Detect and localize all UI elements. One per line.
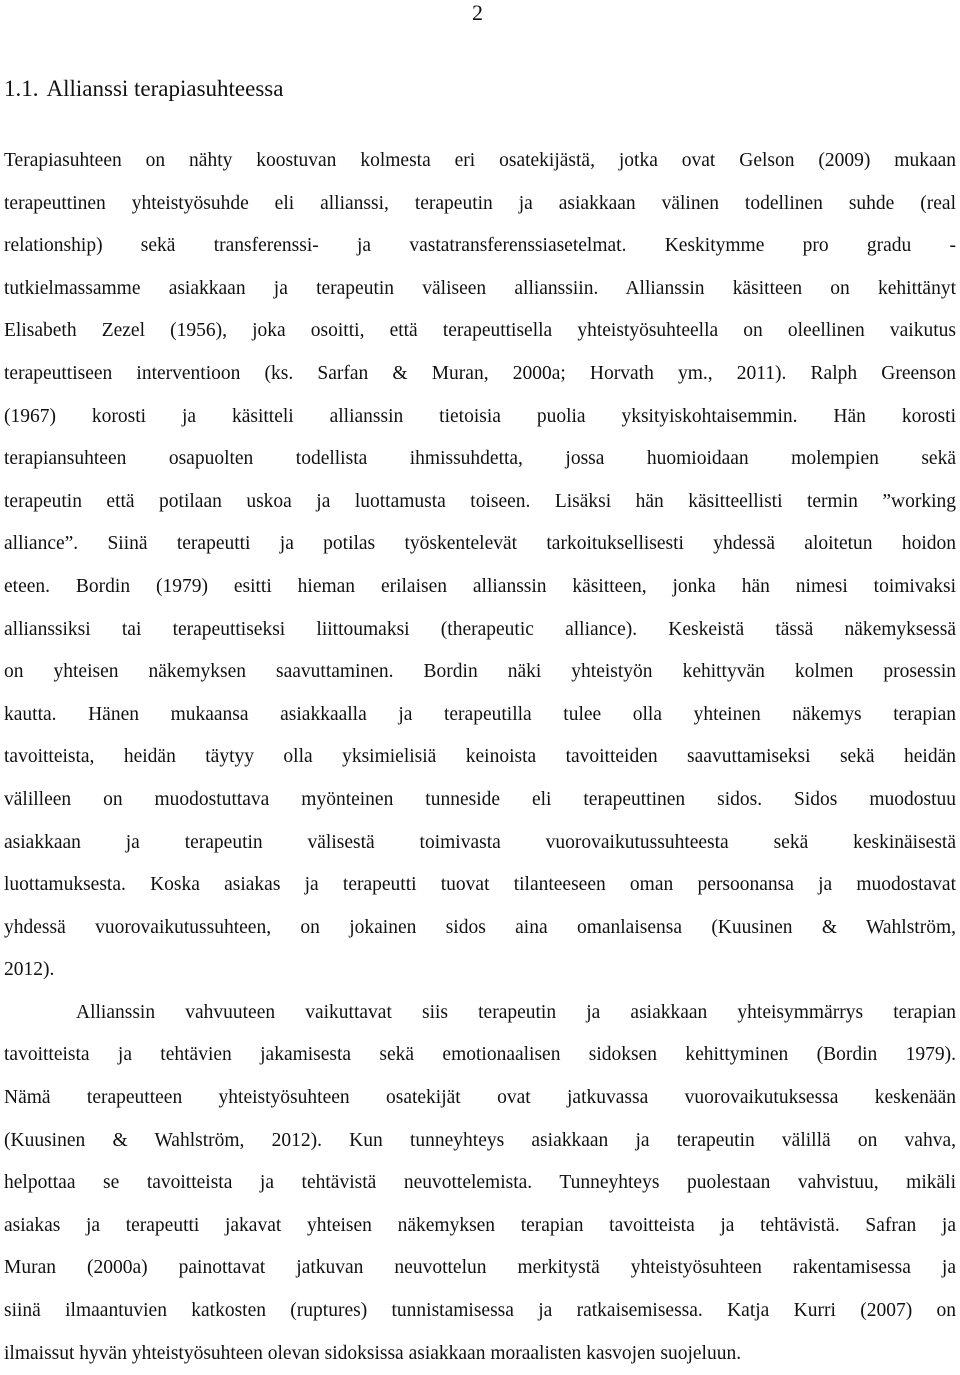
text-line: ilmaissut hyvän yhteistyösuhteen olevan sidoksissa asiakkaan moraalisten kasvojen suojeluun. [4, 1342, 742, 1364]
text-line: eteen. Bordin (1979) esitti hieman erilaisen allianssin käsitteen, jonka hän nimesi toimivaksi [4, 575, 956, 597]
text-line: välilleen on muodostuttava myönteinen tunneside eli terapeuttinen sidos. Sidos muodostuu [4, 788, 956, 810]
text-line: terapeuttinen yhteistyösuhde eli allianssi, terapeutin ja asiakkaan välinen todellinen suhde (real [4, 192, 956, 214]
text-line: kautta. Hänen mukaansa asiakkaalla ja terapeutilla tulee olla yhteinen näkemys terapian [4, 703, 956, 725]
text-line: tavoitteista ja tehtävien jakamisesta sekä emotionaalisen sidoksen kehittyminen (Bordin 1979). [4, 1044, 956, 1066]
text-line: terapeuttiseen interventioon (ks. Sarfan & Muran, 2000a; Horvath ym., 2011). Ralph Greenson [4, 362, 956, 384]
paragraph [4, 992, 956, 1375]
text-line: 2012). [4, 959, 55, 981]
text-line: alliance”. Siinä terapeutti ja potilas työskentelevät tarkoituksellisesti yhdessä aloitetun hoidon [4, 533, 956, 555]
text-line: Elisabeth Zezel (1956), joka osoitti, että terapeuttisella yhteistyösuhteella on oleellinen vaikutus [4, 320, 956, 342]
text-line: on yhteisen näkemyksen saavuttaminen. Bordin näki yhteistyön kehittyvän kolmen prosessin [4, 661, 956, 683]
text-line: (1967) korosti ja käsitteli allianssin tietoisia puolia yksityiskohtaisemmin. Hän korosti [4, 405, 956, 427]
text-line: asiakas ja terapeutti jakavat yhteisen näkemyksen terapian tavoitteista ja tehtävistä. Safran ja [4, 1214, 956, 1236]
text-line: helpottaa se tavoitteista ja tehtävistä neuvottelemista. Tunneyhteys puolestaan vahvistuu, mikäli [4, 1172, 956, 1194]
text-line: Allianssin vahvuuteen vaikuttavat siis terapeutin ja asiakkaan yhteisymmärrys terapian [76, 1001, 956, 1023]
text-line: (Kuusinen & Wahlström, 2012). Kun tunneyhteys asiakkaan ja terapeutin välillä on vahva, [4, 1129, 956, 1151]
text-line: terapeutin että potilaan uskoa ja luottamusta toiseen. Lisäksi hän käsitteellisti termin ”working [4, 490, 956, 512]
text-line: relationship) sekä transferenssi- ja vastatransferenssiasetelmat. Keskitymme pro gradu - [4, 235, 956, 257]
text-line: Muran (2000a) painottavat jatkuvan neuvottelun merkitystä yhteistyösuhteen rakentamisessa ja [4, 1257, 956, 1279]
page-number: 2 [472, 0, 483, 25]
section-heading [4, 74, 283, 104]
body-text [4, 140, 956, 1375]
text-line: luottamuksesta. Koska asiakas ja terapeutti tuovat tilanteeseen oman persoonansa ja muodostavat [4, 874, 956, 896]
text-line: terapiansuhteen osapuolten todellista ihmissuhdetta, jossa huomioidaan molempien sekä [4, 448, 956, 470]
text-line: Terapiasuhteen on nähty koostuvan kolmesta eri osatekijästä, jotka ovat Gelson (2009) mukaan [4, 150, 956, 171]
section-number: 1.1. [4, 76, 39, 101]
text-line: Nämä terapeutteen yhteistyösuhteen osatekijät ovat jatkuvassa vuorovaikutuksessa keskenään [4, 1087, 956, 1109]
text-line: siinä ilmaantuvien katkosten (ruptures) tunnistamisessa ja ratkaisemisessa. Katja Kurri (2007) on [4, 1300, 956, 1322]
text-line: tutkielmassamme asiakkaan ja terapeutin väliseen allianssiin. Allianssin käsitteen on kehittänyt [4, 277, 956, 299]
text-line: yhdessä vuorovaikutussuhteen, on jokainen sidos aina omanlaisensa (Kuusinen & Wahlström, [4, 916, 956, 938]
text-line: asiakkaan ja terapeutin välisestä toimivasta vuorovaikutussuhteesta sekä keskinäisestä [4, 831, 956, 853]
section-title: Allianssi terapiasuhteessa [46, 76, 284, 101]
text-line: tavoitteista, heidän täytyy olla yksimielisiä keinoista tavoitteiden saavuttamiseksi sekä heidän [4, 746, 956, 768]
text-line: allianssiksi tai terapeuttiseksi liittoumaksi (therapeutic alliance). Keskeistä tässä näkemyksessä [4, 618, 956, 640]
paragraph [4, 140, 956, 992]
